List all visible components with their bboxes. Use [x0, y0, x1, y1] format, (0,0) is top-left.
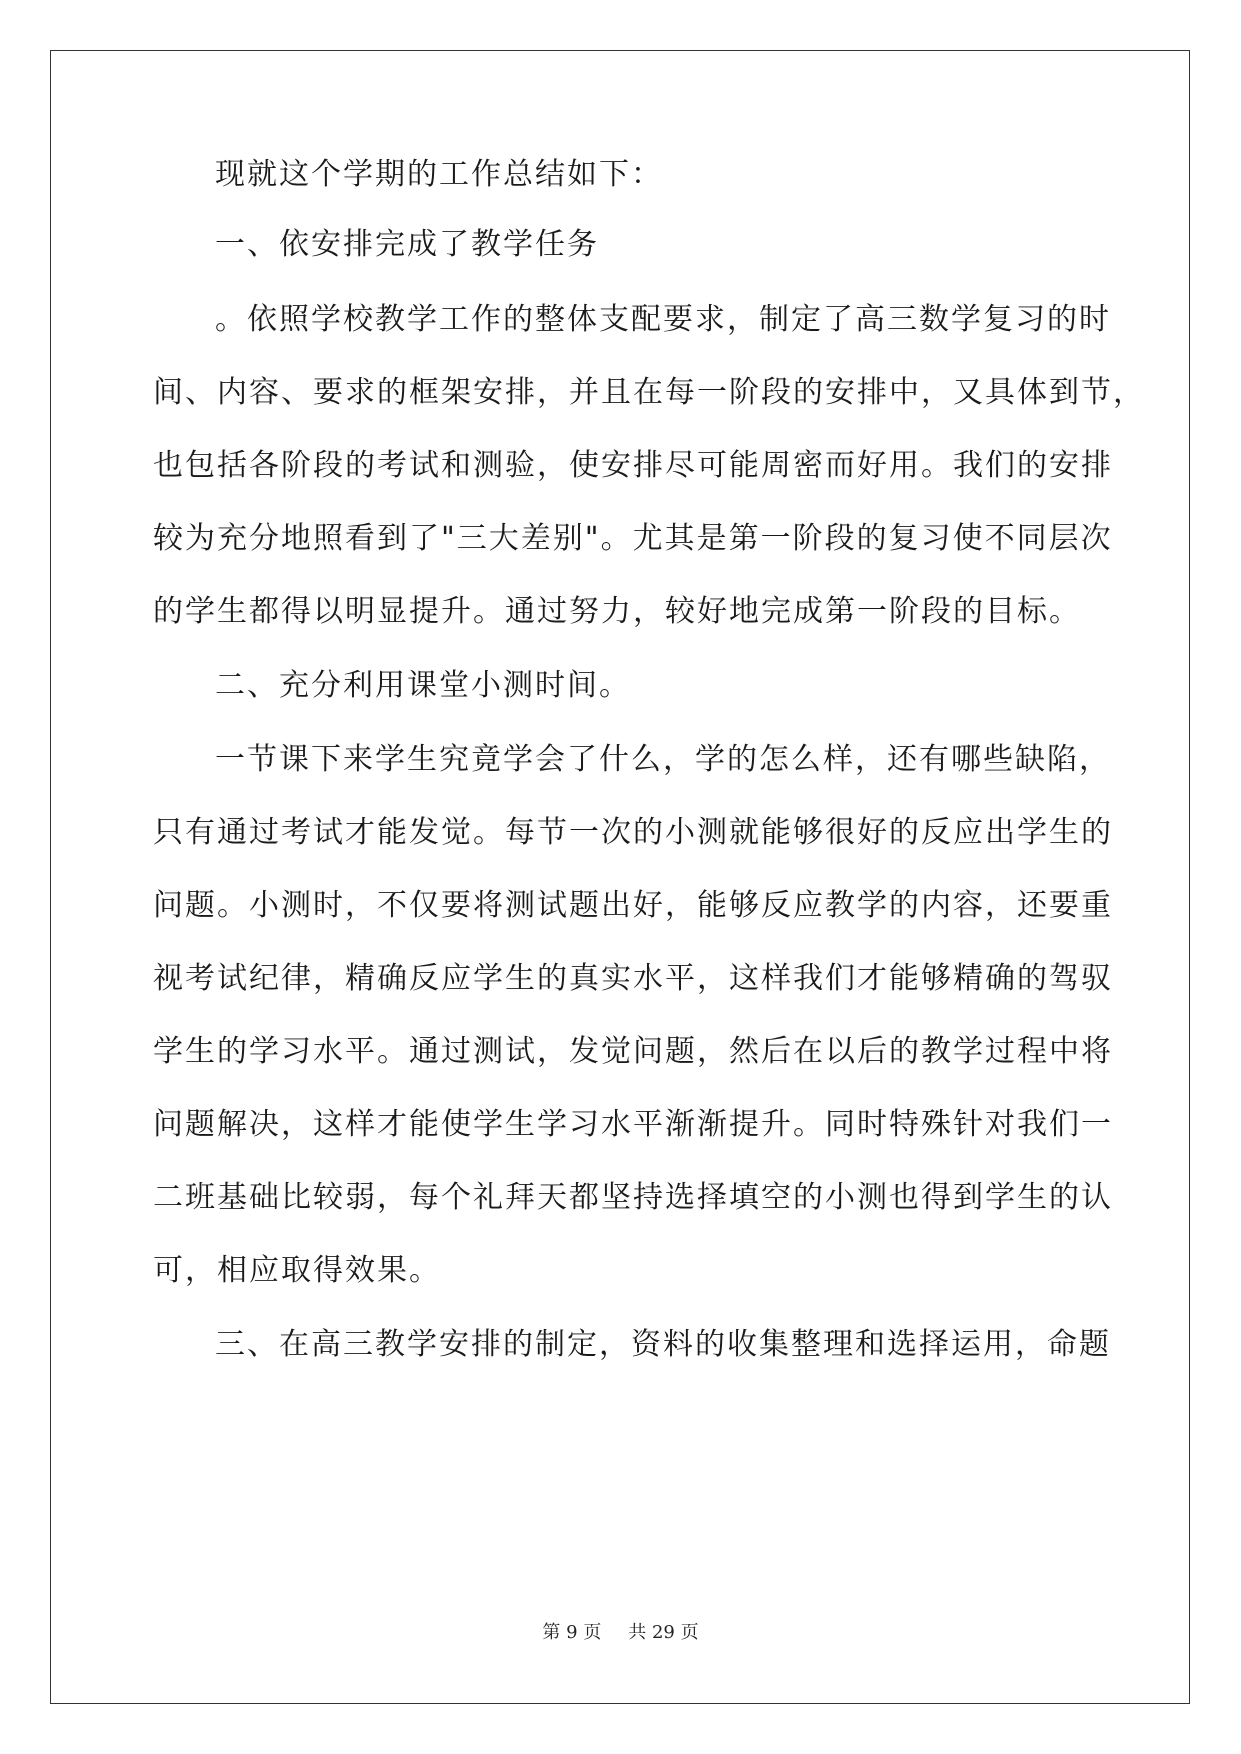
text-line: 学生的学习水平。通过测试，发觉问题，然后在以后的教学过程中将	[153, 1034, 1113, 1069]
text-line: 一节课下来学生究竟学会了什么，学的怎么样，还有哪些缺陷，	[215, 742, 1111, 777]
text-line: 的学生都得以明显提升。通过努力，较好地完成第一阶段的目标。	[153, 594, 1081, 629]
text-line: 问题解决，这样才能使学生学习水平渐渐提升。同时特殊针对我们一	[153, 1107, 1113, 1142]
text-line: 可，相应取得效果。	[153, 1253, 441, 1288]
paragraph-intro: 现就这个学期的工作总结如下：	[215, 157, 663, 192]
page-total: 共 29 页	[628, 1622, 699, 1643]
section-heading-2: 二、充分利用课堂小测时间。	[215, 668, 631, 703]
text-line: 问题。小测时，不仅要将测试题出好，能够反应教学的内容，还要重	[153, 888, 1113, 923]
text-line: 间、内容、要求的框架安排，并且在每一阶段的安排中，又具体到节，	[153, 375, 1145, 410]
text-line: 二班基础比较弱，每个礼拜天都坚持选择填空的小测也得到学生的认	[153, 1180, 1113, 1215]
section-heading-1: 一、依安排完成了教学任务	[215, 227, 599, 262]
text-line: 较为充分地照看到了"三大差别"。尤其是第一阶段的复习使不同层次	[153, 521, 1113, 556]
page-footer	[0, 1618, 1241, 1644]
page-number: 第 9 页	[542, 1622, 602, 1643]
text-line: 只有通过考试才能发觉。每节一次的小测就能够很好的反应出学生的	[153, 815, 1113, 850]
page-border	[50, 50, 1190, 1704]
section-heading-3: 三、在高三教学安排的制定，资料的收集整理和选择运用，命题	[215, 1327, 1111, 1362]
text-line: 视考试纪律，精确反应学生的真实水平，这样我们才能够精确的驾驭	[153, 961, 1113, 996]
text-line: 。依照学校教学工作的整体支配要求，制定了高三数学复习的时	[215, 302, 1111, 337]
text-line: 也包括各阶段的考试和测验，使安排尽可能周密而好用。我们的安排	[153, 448, 1113, 483]
